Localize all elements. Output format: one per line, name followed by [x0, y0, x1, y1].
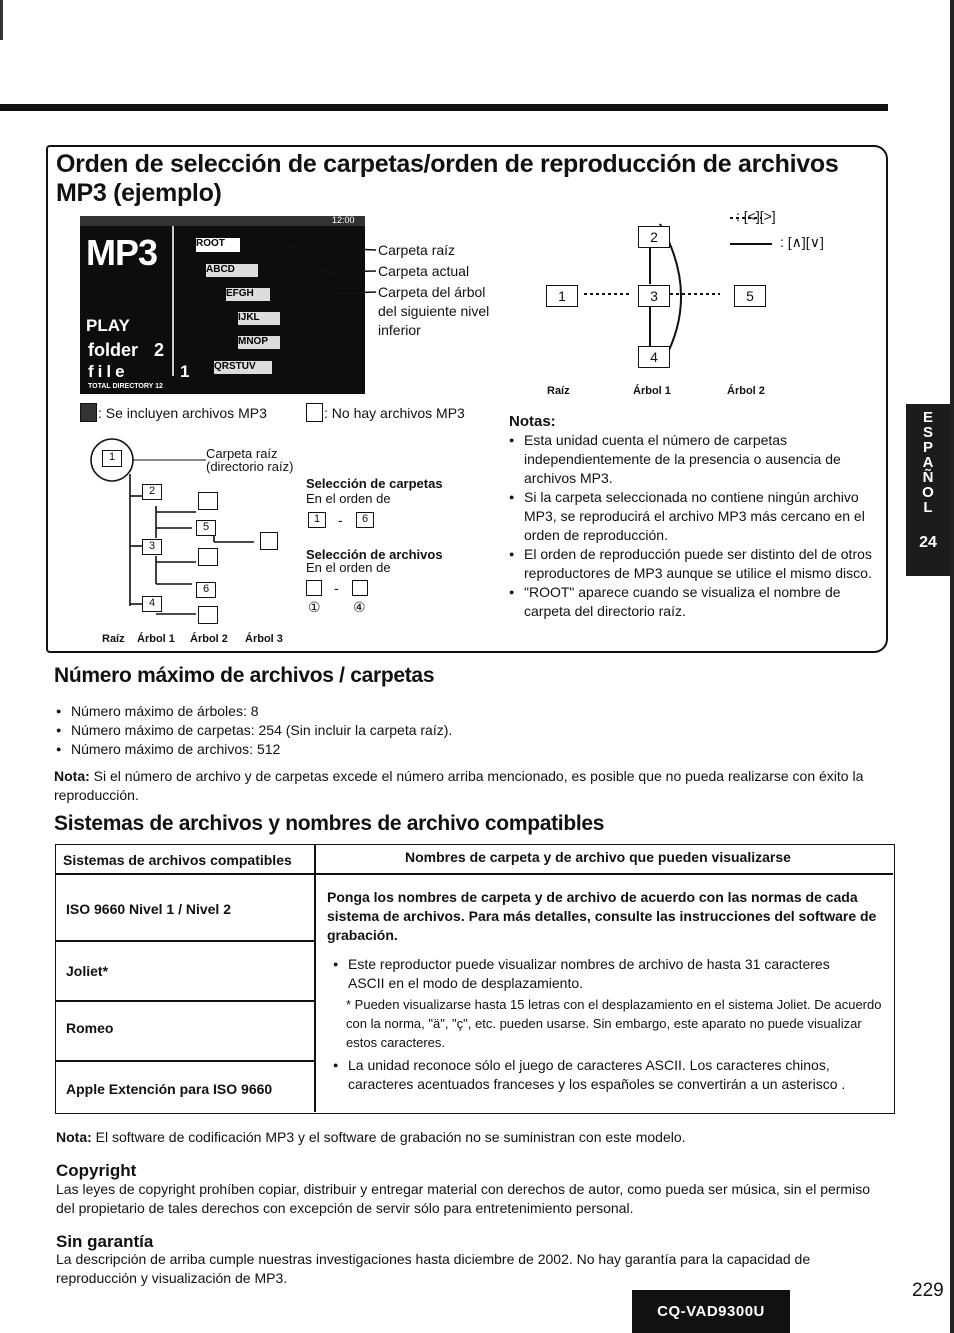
screen-row: MNOP: [238, 336, 280, 349]
screen-row-root: ROOT: [196, 238, 240, 252]
screen-clock: 12:00: [332, 216, 355, 225]
side-tab-letter: E: [922, 409, 933, 426]
page-title: Orden de selección de carpetas/orden de reproducción de archivos MP3 (ejemplo): [56, 150, 839, 207]
nav-folder-5: 5: [734, 285, 766, 307]
warranty-text: La descripción de arriba cumple nuestras investigaciones hasta diciembre de 2002. No hay garantía para la capacidad de reproducción y visualización de MP3.: [56, 1251, 811, 1286]
screen-total: TOTAL DIRECTORY 12: [88, 383, 163, 390]
tree-folder-3: 3: [142, 539, 162, 555]
max-item: ● Número máximo de archivos: 512: [56, 740, 856, 759]
screen-row: ABCD: [206, 264, 258, 277]
legend-up-down: : [∧][∨]: [780, 234, 824, 250]
side-tab-letter: L: [923, 499, 933, 516]
fs-bullet-list: [333, 955, 853, 993]
language-side-tab: [906, 404, 950, 576]
max-list: [56, 702, 856, 759]
folder-with-mp3-icon: [80, 403, 97, 422]
nav-level-label: Árbol 1: [633, 385, 671, 397]
order-dash: -: [334, 580, 339, 596]
fs-table-header-line: [55, 873, 893, 875]
music-file-icon: [198, 606, 218, 624]
fs-table-divider: [314, 844, 316, 1112]
screen-row: QRSTUV: [214, 361, 272, 374]
order-folder-from: 1: [308, 512, 326, 528]
nav-folder-4: 4: [638, 346, 670, 368]
tree-level-label: Árbol 1: [137, 633, 175, 645]
left-edge-mark: [0, 0, 3, 40]
screen-callout-lines: [280, 240, 380, 330]
notes-title: Notas:: [509, 413, 556, 430]
screen-top-bar: [80, 216, 365, 226]
software-note-text: El software de codificación MP3 y el software de grabación no se suministran con este modelo.: [95, 1129, 686, 1145]
fs-row-line: [55, 1000, 315, 1002]
fs-section-title: Sistemas de archivos y nombres de archivo compatibles: [54, 812, 605, 835]
fs-system: Apple Extención para ISO 9660: [66, 1081, 273, 1097]
legend-no-mp3: : No hay archivos MP3: [324, 405, 465, 421]
music-file-icon: [198, 492, 218, 510]
note-item: ● Si la carpeta seleccionada no contiene ningún archivo MP3, se reproducirá el archivo MP3 más cercano en el orden de reproducción.: [509, 488, 881, 545]
fs-row-line: [55, 940, 315, 942]
model-badge: CQ-VAD9300U: [632, 1290, 790, 1333]
order-file-from: ①: [308, 599, 321, 615]
fs-system: Joliet*: [66, 963, 109, 979]
max-item: ● Número máximo de carpetas: 254 (Sin incluir la carpeta raíz).: [56, 721, 856, 740]
side-tab-letter: A: [922, 454, 934, 471]
nav-level-label: Raíz: [547, 385, 570, 397]
screen-file-label: file: [88, 362, 129, 381]
screen-folder-label: folder: [88, 340, 139, 360]
fs-bullet: ● Este reproductor puede visualizar nombres de archivo de hasta 31 caracteres ASCII en el modo de desplazamiento.: [333, 955, 853, 993]
screen-play: PLAY: [86, 316, 130, 335]
nav-level-label: Árbol 2: [727, 385, 765, 397]
nav-folder-3: 3: [638, 285, 670, 307]
side-tab-letter: O: [922, 484, 934, 501]
folder-no-mp3-icon: [306, 403, 323, 422]
nav-folder-2: 2: [638, 226, 670, 248]
copyright-text: Las leyes de copyright prohíben copiar, distribuir y entregar material con derechos de autor, como pueda ser música, sin el permiso del propietario de tales derechos con excepción de servir sólo para entretenimiento personal.: [56, 1181, 870, 1216]
note-item: ● Esta unidad cuenta el número de carpetas independientemente de la presencia o ausencia de archivos MP3.: [509, 431, 881, 488]
note-item: ● El orden de reproducción puede ser distinto del de otros reproductores de MP3 aunque se utilice el mismo disco.: [509, 545, 881, 583]
warranty-title: Sin garantía: [56, 1232, 154, 1251]
side-tab-letter: P: [922, 439, 933, 456]
max-note-text: Si el número de archivo y de carpetas excede el número arriba mencionado, es posible que no pueda realizarse con éxito la reproducción.: [54, 768, 864, 803]
copyright-title: Copyright: [56, 1161, 137, 1180]
tree-folder-5: 5: [196, 520, 216, 536]
legend-with-mp3: : Se incluyen archivos MP3: [98, 405, 267, 421]
music-file-icon: [306, 580, 322, 596]
screen-tree-line: [172, 226, 174, 376]
right-edge-mark: [950, 0, 954, 1333]
max-note-label: Nota:: [54, 768, 90, 784]
screen-row: EFGH: [226, 288, 270, 301]
software-note-label: Nota:: [56, 1129, 92, 1145]
max-section-title: Número máximo de archivos / carpetas: [54, 664, 435, 687]
label-next-level-folder: Carpeta del árbol del siguiente nivel inferior: [378, 284, 490, 338]
nav-folder-1: 1: [546, 285, 578, 307]
fs-bullet-list: [333, 1056, 889, 1094]
tree-level-label: Árbol 3: [245, 633, 283, 645]
fs-col1-header: Sistemas de archivos compatibles: [63, 852, 292, 868]
screen-file-number: 1: [180, 362, 190, 381]
screen-mp3-label: MP3: [86, 232, 158, 273]
screen-row: IJKL: [238, 312, 280, 325]
fs-row-line: [55, 1060, 315, 1062]
fs-system: ISO 9660 Nivel 1 / Nivel 2: [66, 901, 231, 917]
notes-list: [509, 431, 881, 621]
tree-folder-6: 6: [196, 582, 216, 598]
page-number: 229: [912, 1280, 944, 1301]
side-tab-letter: Ñ: [922, 469, 934, 486]
tree-folder-1: 1: [102, 450, 122, 467]
fs-bullet: ● La unidad reconoce sólo el juego de caracteres ASCII. Los caracteres chinos, caracteres acentuados franceses y los españoles se convertirán a un asterisco .: [333, 1056, 889, 1094]
label-root-folder: Carpeta raíz: [378, 242, 456, 258]
tree-folder-2: 2: [142, 484, 162, 500]
music-file-icon: [198, 548, 218, 566]
header-rule: [0, 104, 888, 111]
fs-bold-instructions: Ponga los nombres de carpeta y de archivo de acuerdo con las normas de cada sistema de archivos. Para más detalles, consulte las instrucciones del software de grabación.: [327, 889, 877, 943]
side-tab-number: 24: [919, 534, 937, 551]
music-file-icon: [260, 532, 278, 550]
order-file-to: ④: [353, 599, 366, 615]
sel-files-order: En el orden de: [306, 560, 391, 575]
order-folder-to: 6: [356, 512, 374, 528]
software-note: [56, 1128, 876, 1147]
side-tab-letter: S: [922, 424, 933, 441]
tree-level-label: Árbol 2: [190, 633, 228, 645]
max-note: [54, 767, 874, 805]
fs-footnote: * Pueden visualizarse hasta 15 letras con el desplazamiento en el sistema Joliet. De acuerdo con la norma, "ä", "ç", etc. pueden usarse. Sin embargo, este aparato no puede visualizar estos caracteres.: [346, 997, 882, 1050]
order-dash: -: [338, 512, 343, 528]
tree-level-label: Raíz: [102, 633, 125, 645]
fs-system: Romeo: [66, 1020, 114, 1036]
sel-folders-title: Selección de carpetas: [306, 476, 443, 491]
tree-folder-4: 4: [142, 596, 162, 612]
music-file-icon: [352, 580, 368, 596]
fs-col2-header: Nombres de carpeta y de archivo que pueden visualizarse: [405, 849, 791, 865]
legend-left-right: : [<][>]: [736, 208, 776, 224]
label-current-folder: Carpeta actual: [378, 263, 470, 279]
sel-folders-order: En el orden de: [306, 491, 391, 506]
screen-folder-number: 2: [154, 340, 165, 360]
tree-root-label: Carpeta raíz (directorio raíz): [206, 446, 294, 474]
sel-files-title: Selección de archivos: [306, 547, 443, 562]
note-item: ● "ROOT" aparece cuando se visualiza el nombre de carpeta del directorio raíz.: [509, 583, 881, 621]
max-item: ● Número máximo de árboles: 8: [56, 702, 856, 721]
